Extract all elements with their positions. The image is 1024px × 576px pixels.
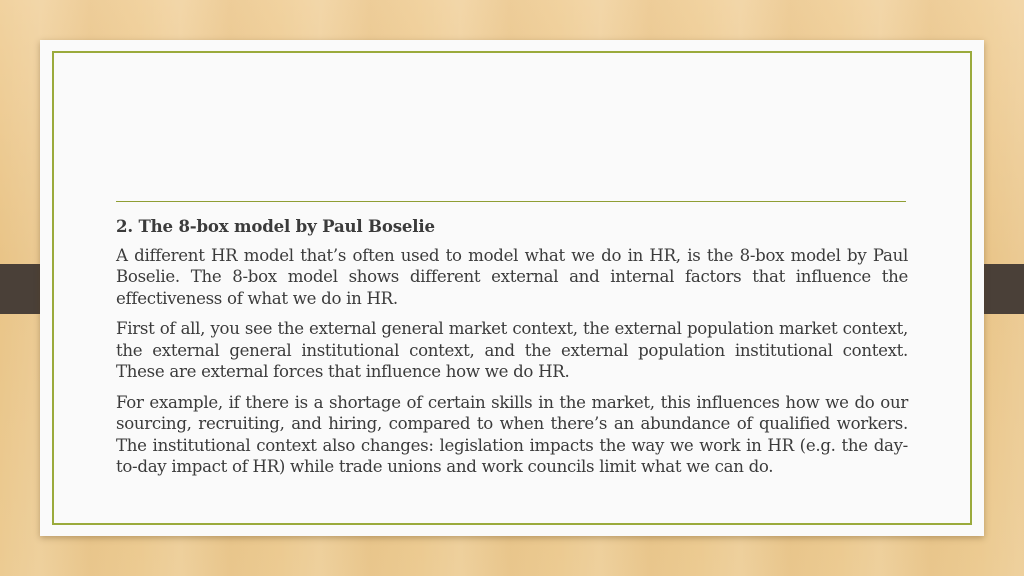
title-divider [116,201,906,202]
paragraph-intro: A different HR model that’s often used to model what we do in HR, is the 8-box model by Paul Boselie. The 8-box model shows different external and internal factors that influence the effectiveness of what we do in HR. [116,245,908,308]
slide [40,40,984,536]
section-heading: 2. The 8-box model by Paul Boselie [116,216,435,236]
paragraph-example: For example, if there is a shortage of certain skills in the market, this influences how we do our sourcing, recruiting, and hiring, compared to when there’s an abundance of qualified workers. The institutional context also changes: legislation impacts the way we work in HR (e.g. the day-to-day impact of HR) while trade unions and work councils limit what we can do. [116,392,908,476]
slide-content [116,216,908,487]
paragraph-external-contexts: First of all, you see the external general market context, the external population market context, the external general institutional context, and the external population institutional context. These are external forces that influence how we do HR. [116,319,908,381]
